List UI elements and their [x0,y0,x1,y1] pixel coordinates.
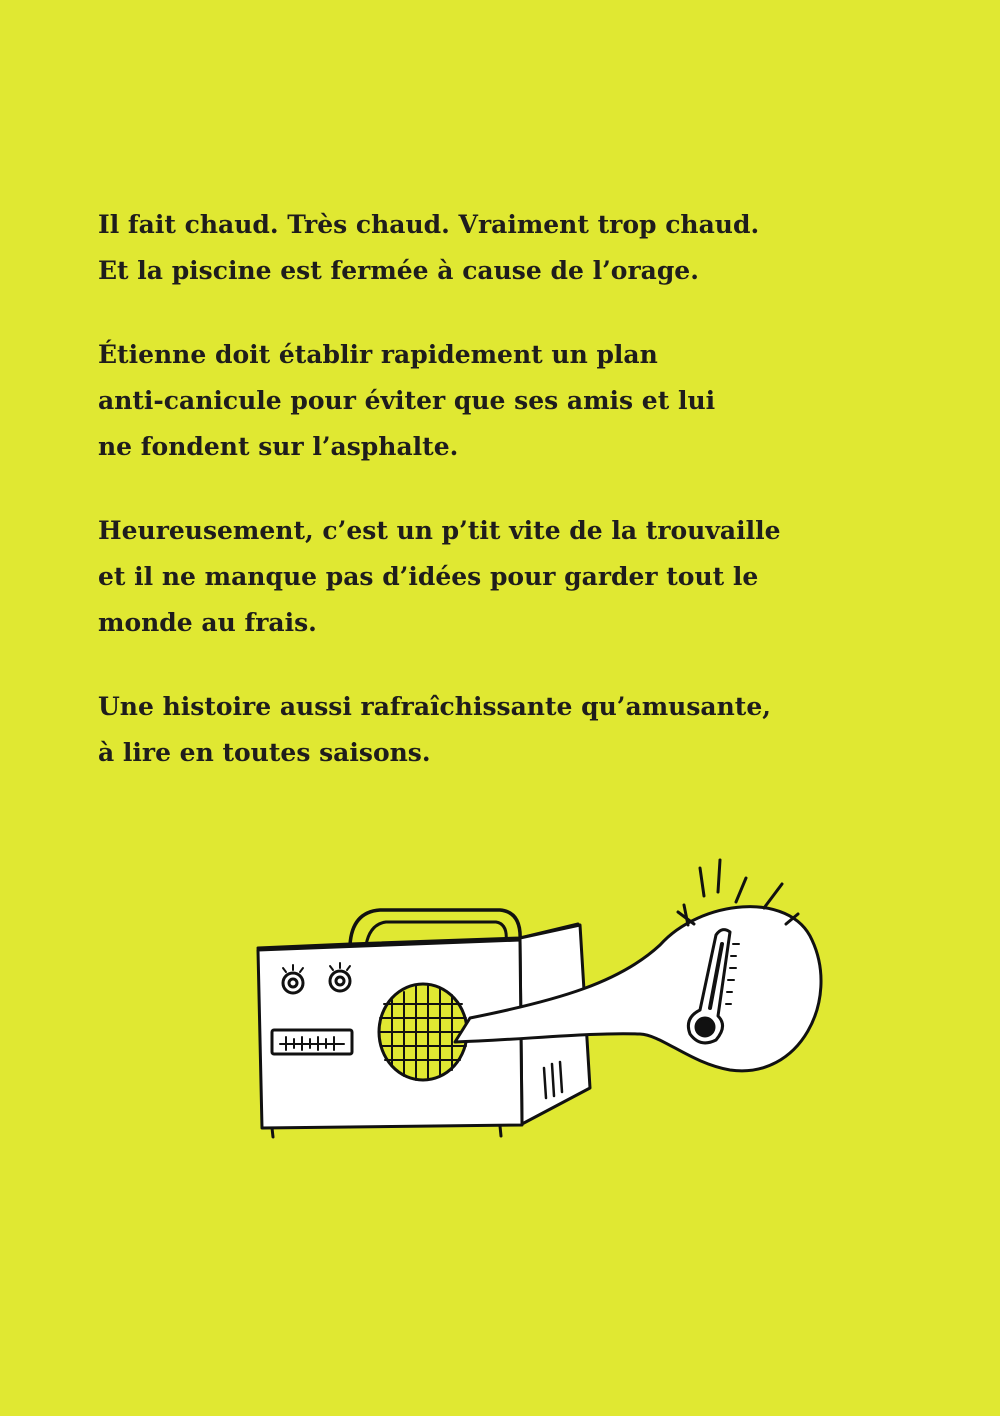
blurb-paragraph-4: Une histoire aussi rafraîchissante qu’amusante, à lire en toutes saisons. [98,692,771,767]
back-cover-blurb [98,202,798,814]
blurb-paragraph-1: Il fait chaud. Très chaud. Vraiment trop chaud. Et la piscine est fermée à cause de l’orage. [98,210,760,285]
blurb-paragraph-3: Heureusement, c’est un p’tit vite de la trouvaille et il ne manque pas d’idées pour garder tout le monde au frais. [98,516,781,637]
blurb-paragraph-2: Étienne doit établir rapidement un plan anti-canicule pour éviter que ses amis et lui ne fondent sur l’asphalte. [98,340,716,461]
radio-thermometer-illustration [240,850,840,1150]
